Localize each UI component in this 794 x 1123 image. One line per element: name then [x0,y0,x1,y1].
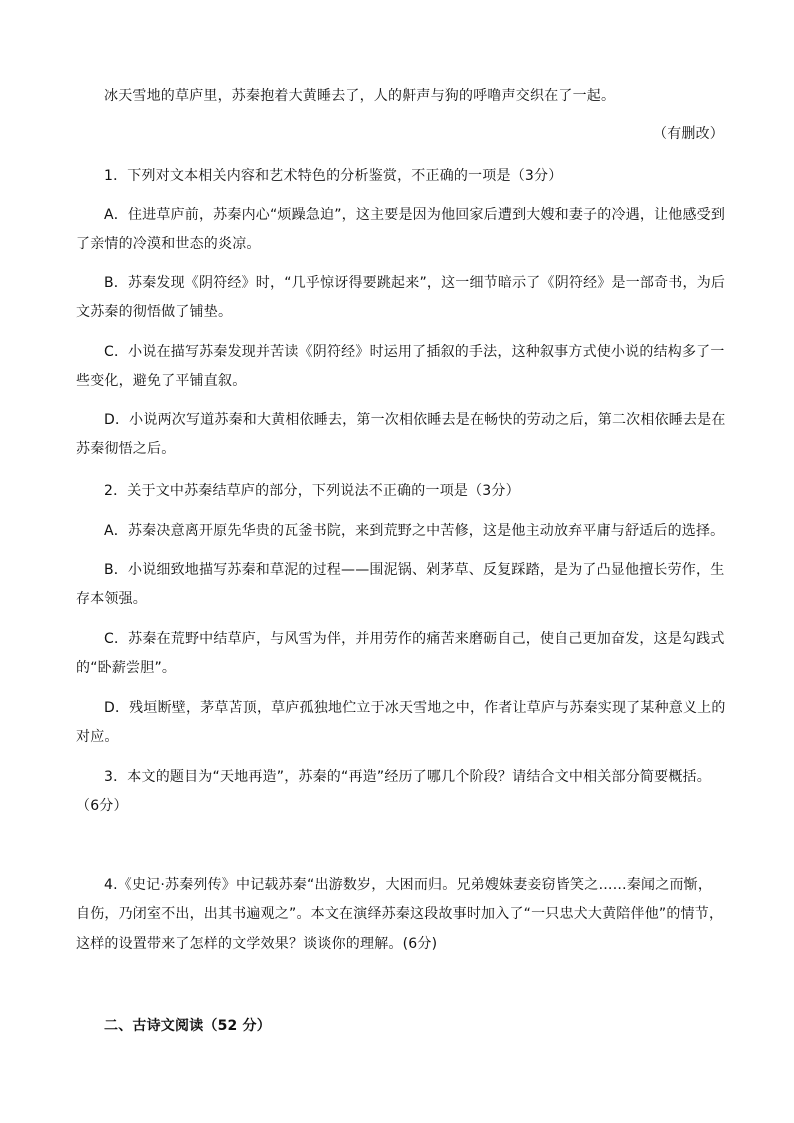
question-2-option-a: A．苏秦决意离开原先华贵的瓦釜书院，来到荒野之中苦修，这是他主动放弃平庸与舒适后的选择。 [104,523,725,539]
question-1-option-d-cont: 苏秦彻悟之后。 [76,441,176,457]
source-note: （有删改） [653,126,724,142]
question-1-option-a-cont: 了亲情的冷漠和世态的炎凉。 [76,236,261,252]
question-1-option-a: A．住进草庐前，苏秦内心“烦躁急迫”，这主要是因为他回家后遭到大嫂和妻子的冷遇，让他感受到 [104,207,726,223]
question-4-stem-cont-1: 自伤，乃闭室不出，出其书遍观之”。本文在演绎苏秦这段故事时加入了“一只忠犬大黄陪伴他”的情节， [76,906,724,922]
question-1-option-d: D．小说两次写道苏秦和大黄相依睡去，第一次相依睡去是在畅快的劳动之后，第二次相依睡去是在 [104,412,726,428]
question-2-option-c: C．苏秦在荒野中结草庐，与风雪为伴，并用劳作的痛苦来磨砺自己，使自己更加奋发，这是勾践式 [104,631,725,647]
question-4-stem-cont-2: 这样的设置带来了怎样的文学效果？谈谈你的理解。(6分) [76,936,438,952]
question-1-stem: 1．下列对文本相关内容和艺术特色的分析鉴赏，不正确的一项是（3分） [104,168,563,184]
question-2-option-d-cont: 对应。 [76,729,119,745]
question-3-stem: 3．本文的题目为“天地再造”，苏秦的“再造”经历了哪几个阶段？请结合文中相关部分简要概括。 [104,769,711,785]
question-1-option-c-cont: 些变化，避免了平铺直叙。 [76,373,247,389]
question-4-stem: 4.《史记·苏秦列传》中记载苏秦“出游数岁，大困而归。兄弟嫂妹妻妾窃皆笑之……秦闻之而惭， [104,877,713,893]
section-heading: 二、古诗文阅读（52 分） [104,1018,271,1034]
question-1-option-c: C．小说在描写苏秦发现并苦读《阴符经》时运用了插叙的手法，这种叙事方式使小说的结构多了一 [104,344,725,360]
question-2-option-b: B．小说细致地描写苏秦和草泥的过程——围泥锅、剁茅草、反复踩踏，是为了凸显他擅长劳作，生 [104,562,725,578]
question-2-option-c-cont: 的“卧薪尝胆”。 [76,660,177,676]
question-2-option-d: D．残垣断壁，茅草苫顶，草庐孤独地伫立于冰天雪地之中，作者让草庐与苏秦实现了某种意义上的 [104,700,726,716]
question-3-points: （6分） [76,798,128,814]
question-1-option-b-cont: 文苏秦的彻悟做了铺垫。 [76,304,233,320]
question-2-stem: 2．关于文中苏秦结草庐的部分，下列说法不正确的一项是（3分） [104,483,520,499]
question-2-option-b-cont: 存本领强。 [76,591,147,607]
question-1-option-b: B．苏秦发现《阴符经》时，“几乎惊讶得要跳起来”，这一细节暗示了《阴符经》是一部奇书，为后 [104,275,726,291]
paragraph-closing-line: 冰天雪地的草庐里，苏秦抱着大黄睡去了，人的鼾声与狗的呼噜声交织在了一起。 [104,88,616,104]
